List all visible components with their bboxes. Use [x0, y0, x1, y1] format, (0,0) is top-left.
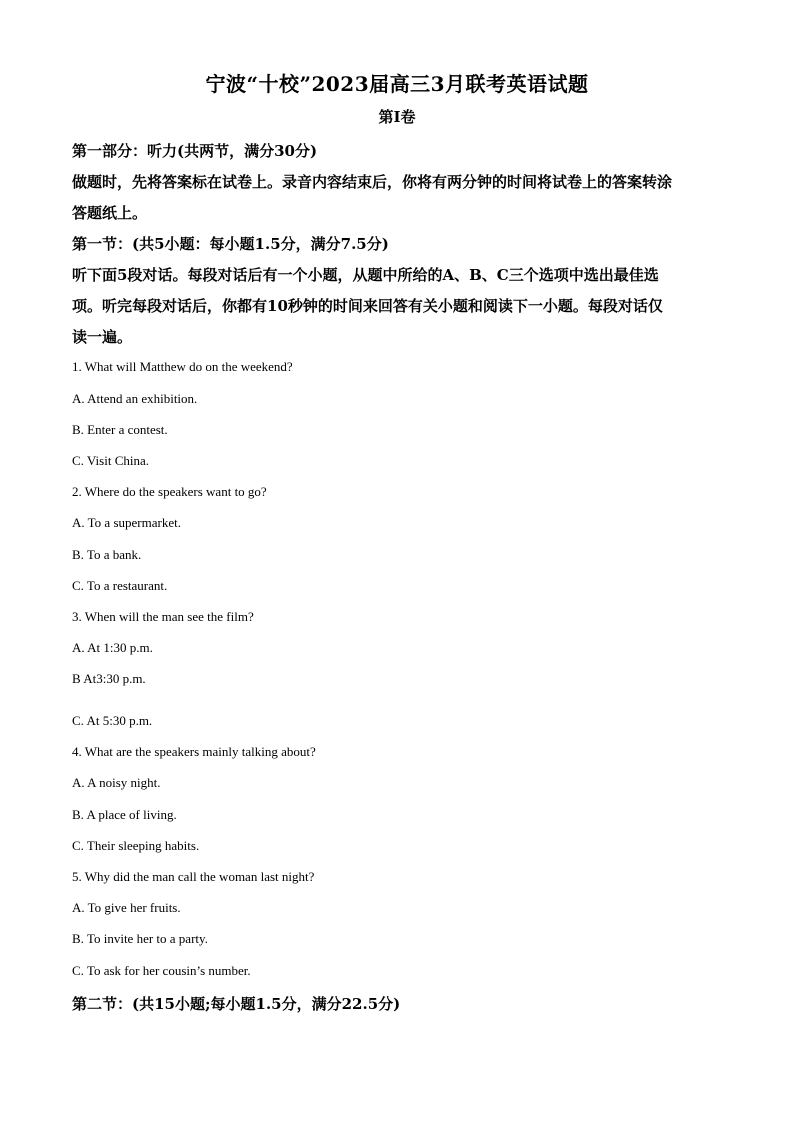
- question-4-text: 4. What are the speakers mainly talking about?: [72, 744, 316, 759]
- question-1-text: 1. What will Matthew do on the weekend?: [72, 359, 293, 374]
- part1-instruction-line2: 答题纸上。: [72, 204, 148, 222]
- question-2-text: 2. Where do the speakers want to go?: [72, 484, 267, 499]
- part1-heading: 第一部分：听力(共两节，满分30分): [72, 142, 318, 160]
- section1-instruction-line3: 读一遍。: [72, 328, 133, 346]
- part1-instruction-line1: 做题时，先将答案标在试卷上。录音内容结束后，你将有两分钟的时间将试卷上的答案转涂: [72, 173, 673, 191]
- question-3-text: 3. When will the man see the film?: [72, 609, 254, 624]
- question-5-option-c: C. To ask for her cousin’s number.: [72, 963, 251, 978]
- question-4-option-a: A. A noisy night.: [72, 775, 161, 790]
- question-5-option-b: B. To invite her to a party.: [72, 931, 208, 946]
- question-1-option-a: A. Attend an exhibition.: [72, 391, 198, 406]
- question-1-option-c: C. Visit China.: [72, 453, 149, 468]
- question-1-option-b: B. Enter a contest.: [72, 422, 168, 437]
- question-3-option-a: A. At 1:30 p.m.: [72, 640, 153, 655]
- question-4-option-b: B. A place of living.: [72, 807, 177, 822]
- question-3-option-b: B At3:30 p.m.: [72, 671, 146, 686]
- question-2-option-c: C. To a restaurant.: [72, 578, 168, 593]
- section1-instruction-line1: 听下面5段对话。每段对话后有一个小题，从题中所给的A、B、C三个选项中选出最佳选: [72, 266, 659, 284]
- exam-title: 宁波“十校”2023届高三3月联考英语试题: [205, 72, 589, 96]
- section2-heading: 第二节：(共15小题;每小题1.5分，满分22.5分): [72, 995, 401, 1013]
- question-5-option-a: A. To give her fruits.: [72, 900, 181, 915]
- question-2-option-b: B. To a bank.: [72, 547, 142, 562]
- question-2-option-a: A. To a supermarket.: [72, 515, 181, 530]
- volume-label: 第Ⅰ卷: [378, 108, 416, 126]
- question-4-option-c: C. Their sleeping habits.: [72, 838, 200, 853]
- question-5-text: 5. Why did the man call the woman last night?: [72, 869, 315, 884]
- section1-instruction-line2: 项。听完每段对话后，你都有10秒钟的时间来回答有关小题和阅读下一小题。每段对话仅: [72, 297, 663, 315]
- section1-heading: 第一节：(共5小题：每小题1.5分，满分7.5分): [72, 235, 389, 253]
- question-3-option-c: C. At 5:30 p.m.: [72, 713, 153, 728]
